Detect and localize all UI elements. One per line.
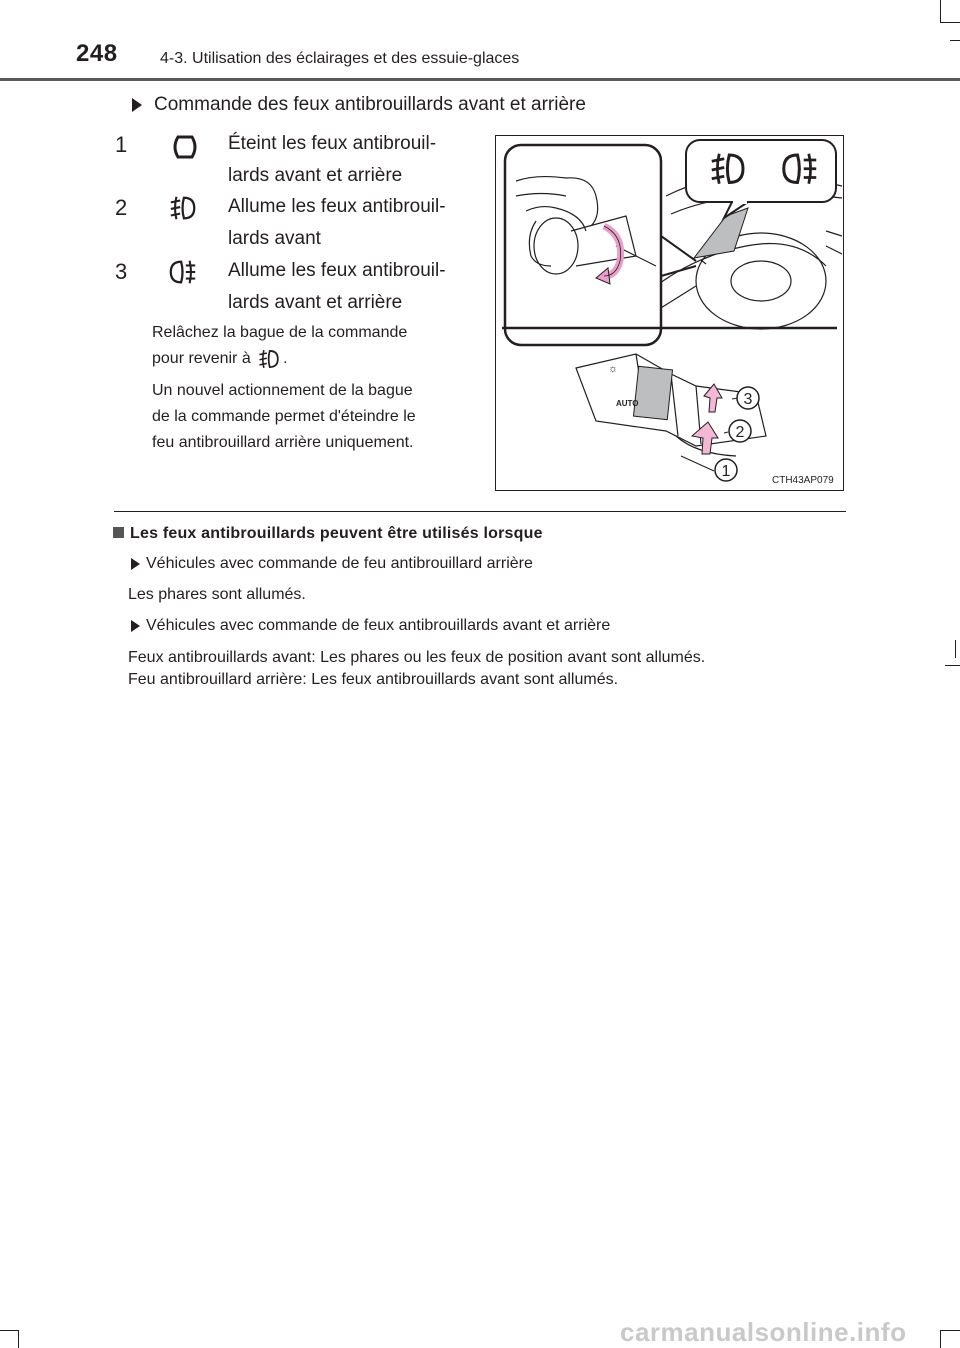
vehicle-type-rear-fog <box>131 555 533 573</box>
item-text-line: Éteint les feux antibrouil- <box>228 133 437 154</box>
note-line: Relâchez la bague de la commande <box>152 324 408 341</box>
header-rule <box>0 78 960 81</box>
callout-1: 1 <box>721 463 731 480</box>
triangle-bullet-icon <box>131 620 140 632</box>
crop-mark <box>955 640 956 658</box>
item-text-line: Allume les feux antibrouil- <box>228 196 446 217</box>
fog-off-icon <box>170 132 200 167</box>
callout-3: 3 <box>743 391 753 408</box>
crop-mark <box>940 0 941 22</box>
note-line: feu antibrouillard arrière uniquement. <box>152 434 414 451</box>
note-line: de la commande permet d'éteindre le <box>152 408 416 425</box>
item-number-1: 1 <box>115 132 128 157</box>
front-fog-icon <box>168 193 198 228</box>
square-bullet-icon <box>113 527 124 538</box>
conditions-heading <box>113 525 543 543</box>
condition-line: Feu antibrouillard arrière: Les feux antibrouillards avant sont allumés. <box>128 671 619 688</box>
svg-text:☼: ☼ <box>608 363 619 375</box>
item-text-line: Allume les feux antibrouil- <box>228 260 446 281</box>
illustration-drawing <box>496 136 843 490</box>
item-text-1 <box>228 128 476 192</box>
condition-line: Feux antibrouillards avant: Les phares ou les feux de position avant sont allumés. <box>128 649 706 666</box>
fog-control-subheading <box>132 94 586 116</box>
rear-fog-off-note <box>152 378 476 456</box>
item-text-2 <box>228 191 476 255</box>
figure-caption: CTH43AP079 <box>772 475 834 486</box>
crop-mark <box>940 1330 941 1348</box>
note-line: Un nouvel actionnement de la bague <box>152 382 413 399</box>
item-number-2: 2 <box>115 195 128 220</box>
triangle-bullet-icon <box>132 98 142 112</box>
item-text-line: lards avant <box>228 228 321 249</box>
note-line <box>152 346 476 372</box>
crop-mark <box>945 665 960 666</box>
front-fog-icon <box>257 348 281 370</box>
page-number: 248 <box>76 40 118 67</box>
vehicle-type-front-rear-fog <box>131 617 610 635</box>
triangle-bullet-icon <box>131 558 140 570</box>
item-number-3: 3 <box>115 259 128 284</box>
fog-switch-illustration <box>495 135 844 491</box>
rear-fog-icon <box>168 257 198 292</box>
crop-mark <box>0 1330 18 1331</box>
item-text-3 <box>228 255 476 319</box>
auto-label: AUTO <box>616 399 639 408</box>
crop-mark <box>18 1330 19 1348</box>
condition-text-2 <box>128 647 705 691</box>
crop-mark <box>940 22 960 23</box>
note-line-text: . <box>283 350 288 367</box>
release-ring-note <box>152 320 476 372</box>
callout-2: 2 <box>735 424 745 441</box>
subheading-text: Commande des feux antibrouillards avant et arrière <box>154 94 586 115</box>
crop-mark <box>940 1330 960 1331</box>
vehicle-type-text: Véhicules avec commande de feux antibrouillards avant et arrière <box>146 617 611 634</box>
section-divider <box>114 511 846 512</box>
item-text-line: lards avant et arrière <box>228 165 403 186</box>
note-line-text: pour revenir à <box>152 350 251 367</box>
watermark: carmanualsonline.info <box>620 1317 907 1347</box>
condition-text-1: Les phares sont allumés. <box>128 586 306 603</box>
conditions-heading-text: Les feux antibrouillards peuvent être utilisés lorsque <box>130 525 543 542</box>
item-text-line: lards avant et arrière <box>228 292 403 313</box>
chapter-title: 4-3. Utilisation des éclairages et des essuie-glaces <box>160 50 520 67</box>
vehicle-type-text: Véhicules avec commande de feu antibrouillard arrière <box>146 555 533 572</box>
icon-callout-bubble <box>686 140 836 218</box>
crop-mark <box>950 40 960 41</box>
